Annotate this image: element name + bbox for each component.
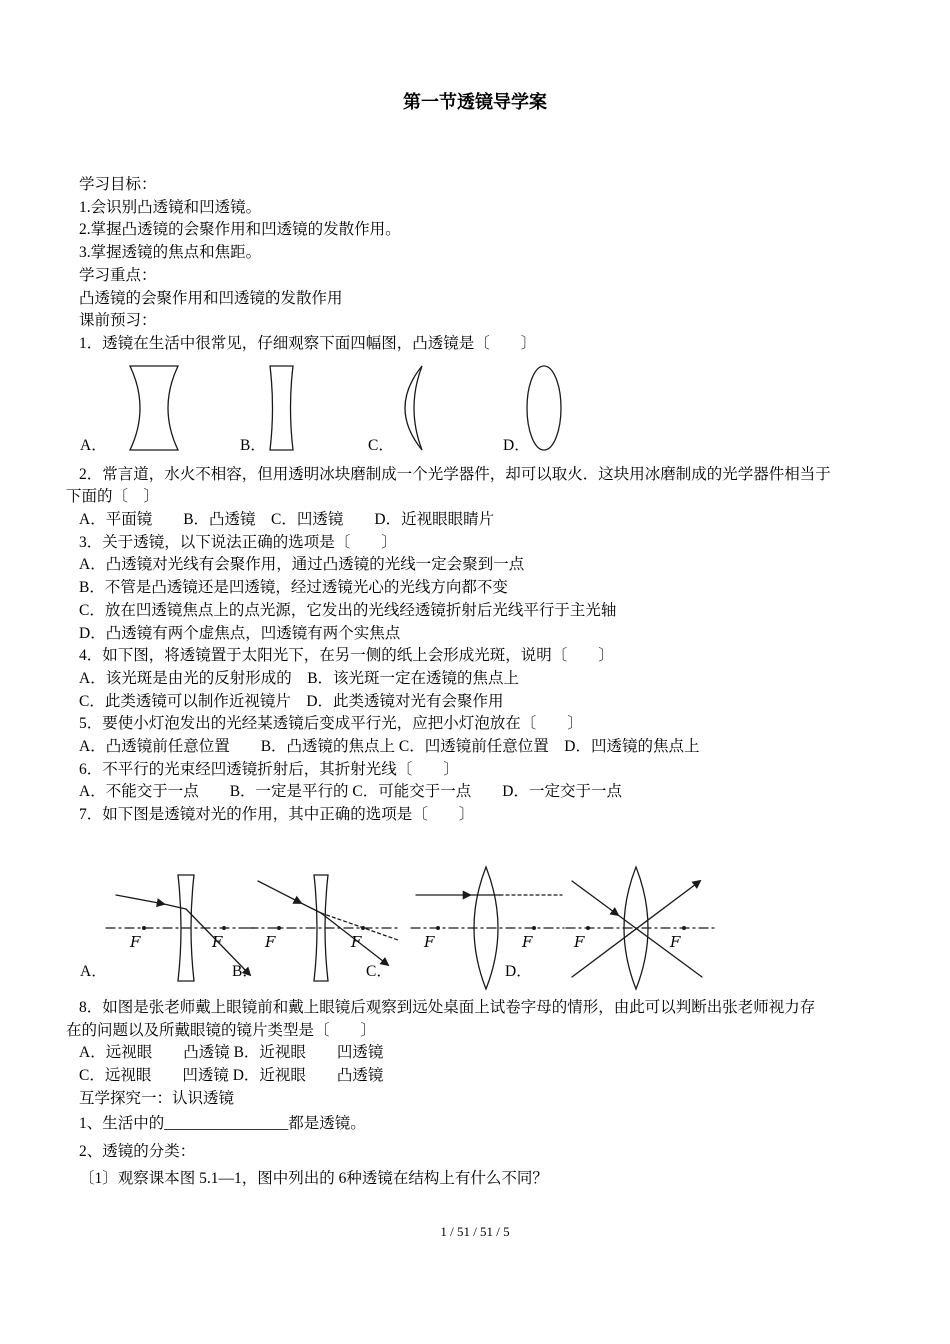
biconcave-lens-icon bbox=[130, 366, 178, 450]
focus-label: F bbox=[574, 932, 585, 951]
text-line: 4．如下图，将透镜置于太阳光下，在另一侧的纸上会形成光斑，说明〔 〕 bbox=[79, 647, 614, 665]
incident-ray bbox=[301, 903, 321, 913]
option-c-label: C． bbox=[368, 436, 394, 454]
focus-label: F bbox=[212, 932, 223, 951]
text-line: 凸透镜的会聚作用和凹透镜的发散作用 bbox=[79, 289, 343, 307]
focus-dot bbox=[436, 926, 440, 930]
focus-dot bbox=[277, 926, 281, 930]
text-line: 在的问题以及所戴眼镜的镜片类型是〔 〕 bbox=[66, 1021, 377, 1039]
text-line: A．平面镜 B．凸透镜 C．凹透镜 D．近视眼眼睛片 bbox=[79, 511, 495, 529]
ray-diagrams bbox=[66, 833, 886, 991]
lens-shapes-diagram bbox=[66, 362, 666, 458]
text-line: 2、透镜的分类： bbox=[79, 1142, 196, 1160]
text-line: 2．常言道，水火不相容，但用透明冰块磨制成一个光学器件，却可以取火．这块用冰磨制成的光学器件相当于 bbox=[79, 465, 831, 483]
text-line: 下面的〔 〕 bbox=[66, 488, 160, 506]
text-line: A．该光斑是由光的反射形成的 B．该光斑一定在透镜的焦点上 bbox=[79, 669, 520, 687]
page-title: 第一节透镜导学案 bbox=[403, 92, 547, 112]
focus-label: F bbox=[670, 932, 681, 951]
option-b-label: B． bbox=[232, 962, 258, 980]
text-line: 学习目标： bbox=[79, 176, 157, 193]
focus-label: F bbox=[522, 932, 533, 951]
worksheet-body bbox=[66, 174, 890, 1193]
focus-dot bbox=[142, 926, 146, 930]
text-line: C．此类透镜可以制作近视镜片 D．此类透镜对光有会聚作用 bbox=[79, 692, 504, 710]
text-line: 6．不平行的光束经凹透镜折射后，其折射光线〔 〕 bbox=[79, 760, 459, 778]
focus-label: F bbox=[351, 932, 362, 951]
thin-concave-lens-icon bbox=[270, 366, 293, 450]
focus-dot bbox=[532, 926, 536, 930]
option-c-label: C． bbox=[366, 962, 392, 980]
focus-dot bbox=[682, 926, 686, 930]
option-d-label: D． bbox=[503, 436, 530, 454]
focus-label: F bbox=[424, 932, 435, 951]
text-line: 3.掌握透镜的焦点和焦距。 bbox=[79, 244, 262, 262]
focus-dot bbox=[222, 926, 226, 930]
text-line: 1.会识别凸透镜和凹透镜。 bbox=[79, 198, 262, 216]
question1-lens-figure bbox=[66, 362, 890, 458]
option-b-label: B． bbox=[240, 436, 266, 454]
text-line: 互学探究一：认识透镜 bbox=[79, 1089, 235, 1107]
incident-ray bbox=[258, 881, 301, 903]
text-line: 8．如图是张老师戴上眼镜前和戴上眼镜后观察到远处桌面上试卷字母的情形，由此可以判断出张老师视力存 bbox=[79, 998, 816, 1016]
incident-ray bbox=[572, 881, 618, 915]
meniscus-lens-icon bbox=[405, 366, 422, 450]
text-line: A．凸透镜对光线有会聚作用，通过凸透镜的光线一定会聚到一点 bbox=[79, 556, 525, 574]
focus-label: F bbox=[265, 932, 276, 951]
text-line: B．不管是凸透镜还是凹透镜，经过透镜光心的光线方向都不变 bbox=[79, 579, 508, 597]
text-line: 3．关于透镜，以下说法正确的选项是〔 〕 bbox=[79, 533, 397, 551]
text-line: A．远视眼 凸透镜 B．近视眼 凹透镜 bbox=[79, 1044, 384, 1062]
text-line: 学习重点： bbox=[79, 266, 157, 284]
text-line: 〔1〕观察课本图 5.1—1，图中列出的 6种透镜在结构上有什么不同？ bbox=[79, 1170, 548, 1188]
text-line: A．凸透镜前任意位置 B．凸透镜的焦点上 C．凹透镜前任意位置 D．凹透镜的焦点上 bbox=[79, 738, 700, 756]
option-d-label: D． bbox=[505, 962, 532, 980]
text-line: C．放在凹透镜焦点上的点光源，它发出的光线经透镜折射后光线平行于主光轴 bbox=[79, 601, 617, 619]
question7-ray-figure bbox=[66, 833, 890, 991]
text-line: 2.掌握凸透镜的会聚作用和凹透镜的发散作用。 bbox=[79, 221, 401, 239]
text-line: A．不能交于一点 B．一定是平行的 C．可能交于一点 D．一定交于一点 bbox=[79, 783, 622, 801]
incident-ray bbox=[116, 895, 164, 904]
text-line: 1、生活中的________________都是透镜。 bbox=[79, 1115, 366, 1133]
transmitted-ray bbox=[618, 915, 702, 977]
text-line: 5．要使小灯泡发出的光经某透镜后变成平行光，应把小灯泡放在〔 〕 bbox=[79, 715, 583, 733]
ray-diagram-d bbox=[505, 867, 716, 989]
focus-label: F bbox=[130, 932, 141, 951]
text-line: 7．如下图是透镜对光的作用，其中正确的选项是〔 〕 bbox=[79, 806, 475, 824]
focus-dot bbox=[586, 926, 590, 930]
biconvex-lens-icon bbox=[527, 366, 561, 450]
text-line: 课前预习： bbox=[79, 312, 157, 330]
text-line: 1．透镜在生活中很常见，仔细观察下面四幅图，凸透镜是〔 〕 bbox=[79, 334, 537, 352]
option-a-label: A． bbox=[80, 436, 107, 454]
incident-ray bbox=[164, 904, 186, 909]
text-line: D．凸透镜有两个虚焦点，凹透镜有两个实焦点 bbox=[79, 624, 401, 642]
page-number: 1 / 51 / 51 / 5 bbox=[440, 1224, 510, 1239]
text-line: C．远视眼 凹透镜 D．近视眼 凸透镜 bbox=[79, 1066, 384, 1084]
option-a-label: A． bbox=[80, 962, 107, 980]
